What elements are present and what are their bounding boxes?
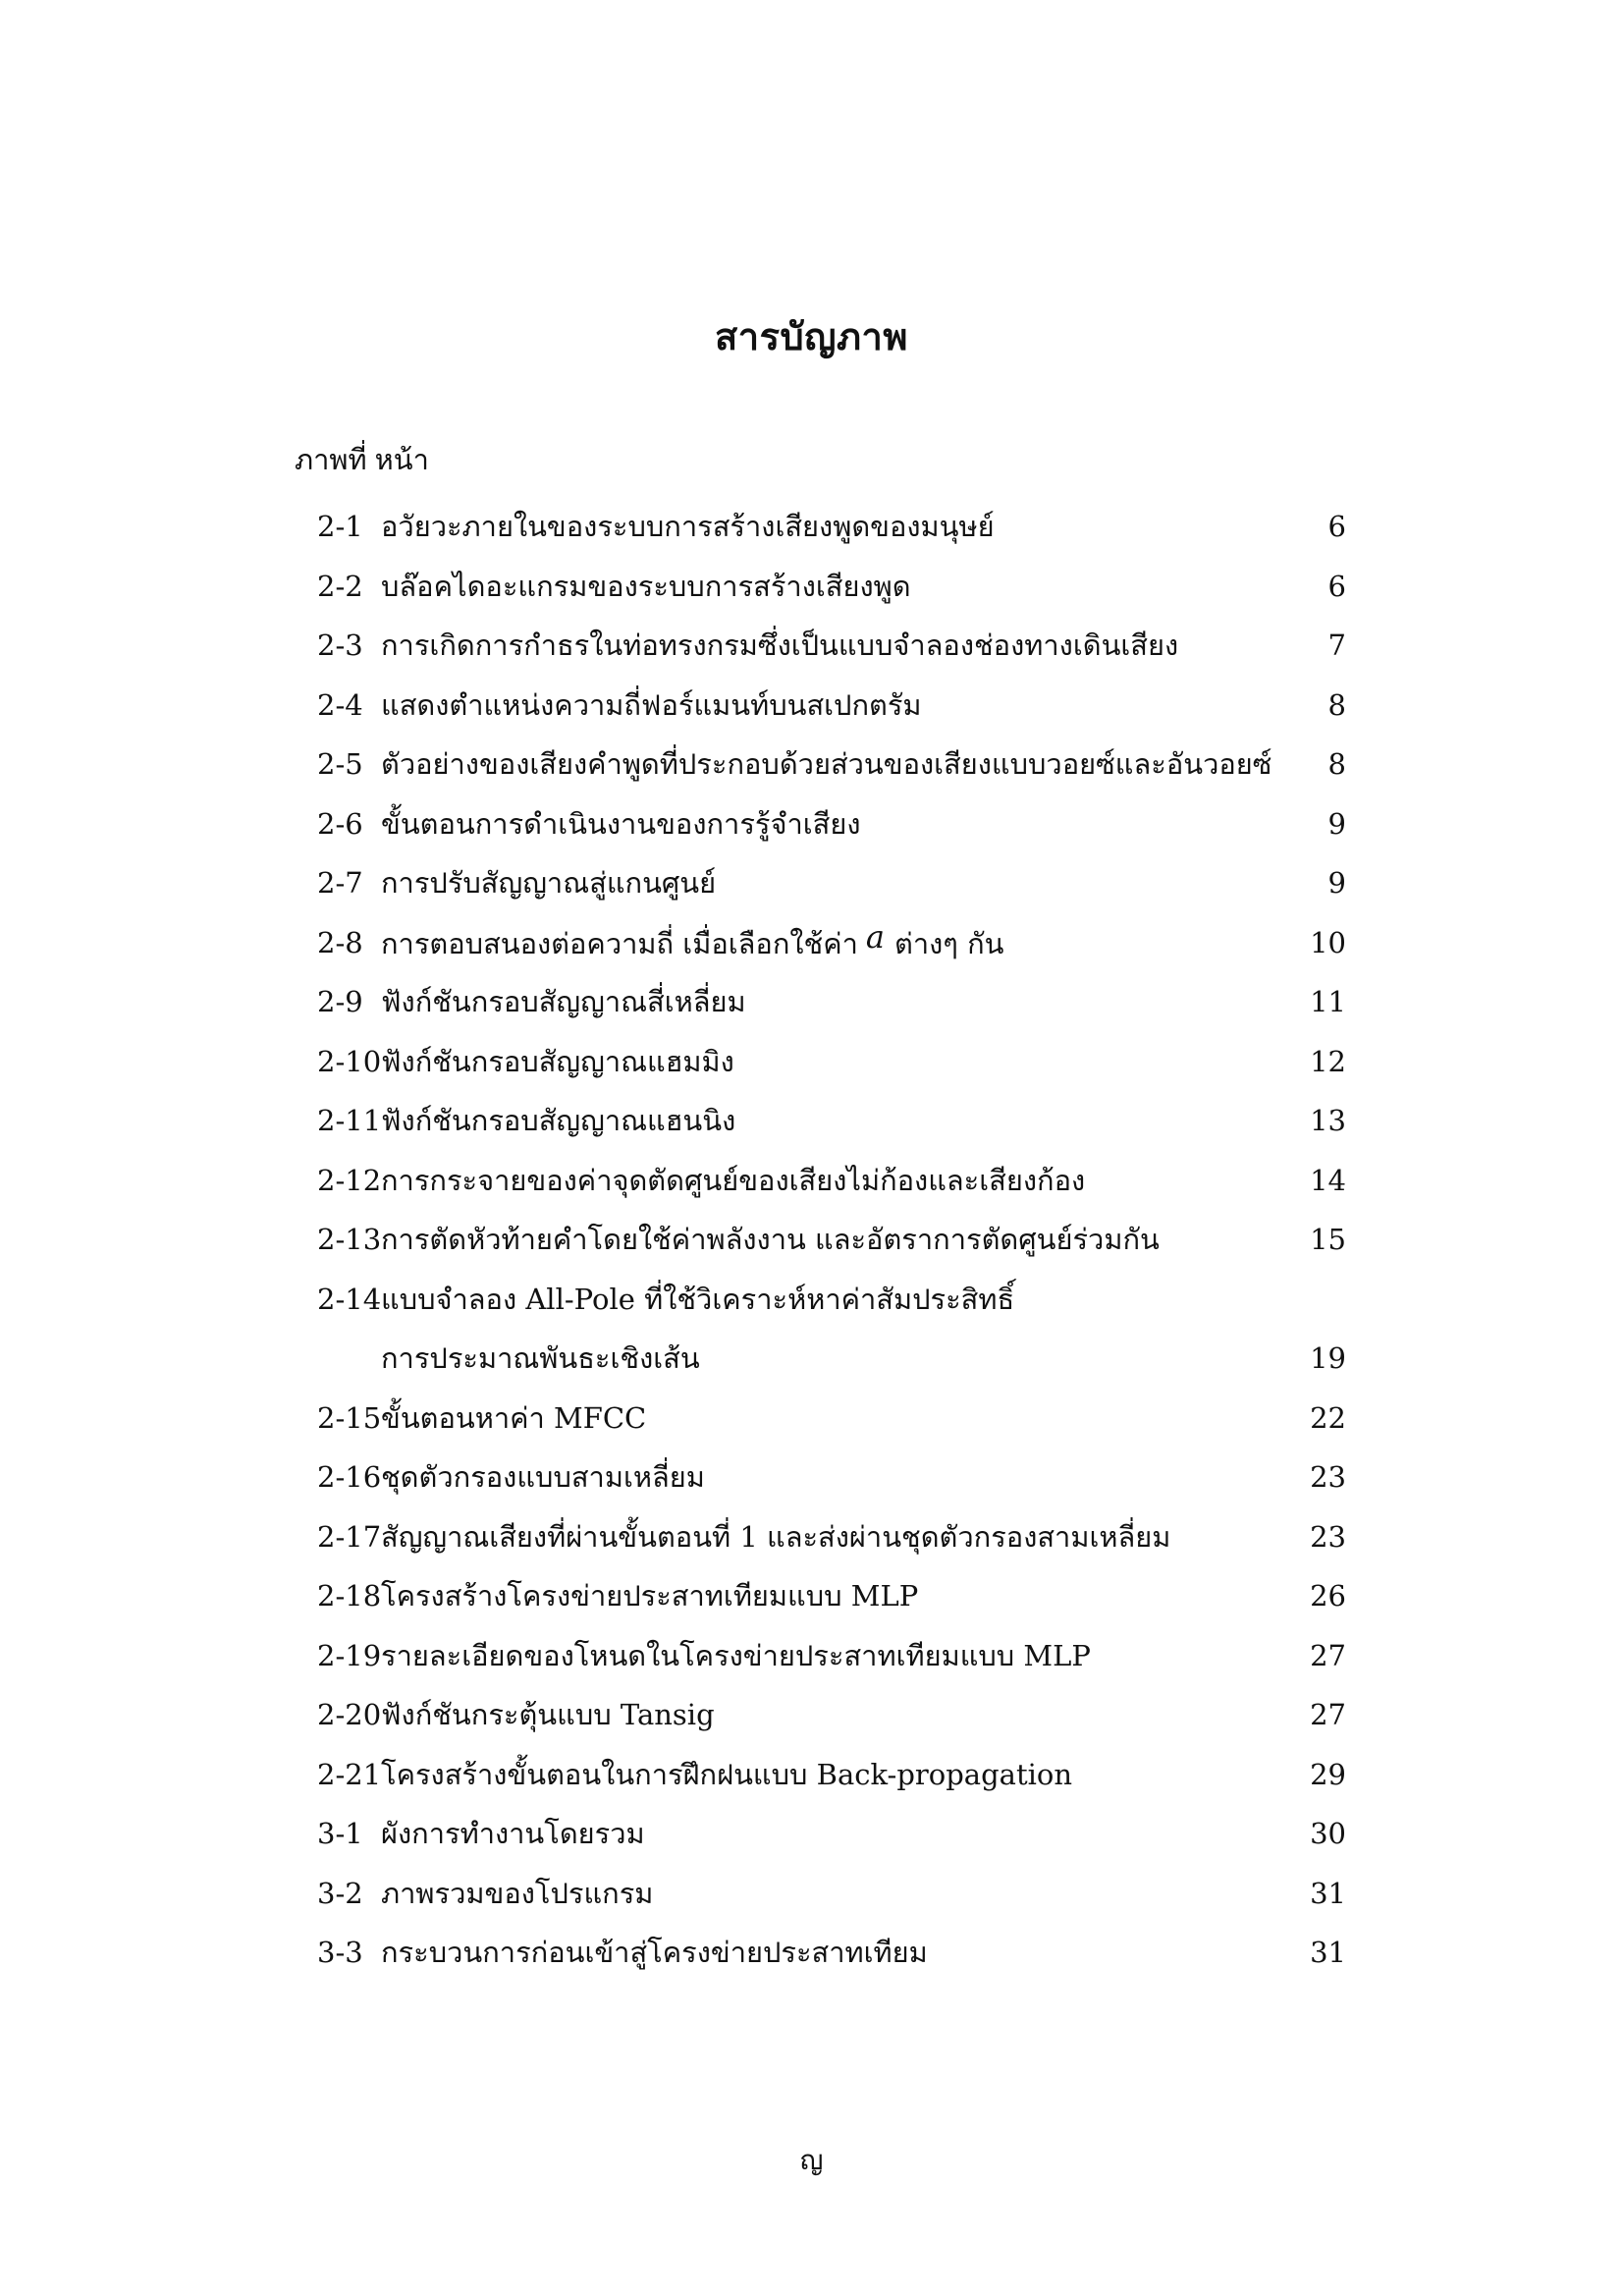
list-item: [0, 1685, 1623, 1745]
figure-title: บล๊อคไดอะแกรมของระบบการสร้างเสียงพูด: [381, 569, 911, 603]
page-number-ref: 15: [1310, 1223, 1346, 1256]
page-number-ref: 8: [1327, 687, 1346, 722]
figure-title: ตัวอย่างของเสียงคำพูดที่ประกอบด้วยส่วนของเสียงแบบวอยซ์และอันวอยซ์: [381, 747, 1272, 781]
figure-number: 2-3: [317, 629, 363, 662]
page-number: ญ: [799, 2144, 824, 2176]
figure-number: 3-3: [317, 1936, 363, 1969]
page-number-ref: 29: [1310, 1757, 1346, 1791]
list-item: [0, 1566, 1623, 1626]
figure-number: 2-12: [317, 1163, 382, 1197]
list-item: [0, 1507, 1623, 1567]
figure-title: อวัยวะภายในของระบบการสร้างเสียงพูดของมนุษย์: [381, 510, 995, 543]
figure-number: 2-16: [317, 1460, 382, 1494]
figure-number: 2-6: [317, 806, 363, 841]
page-number-ref: 11: [1310, 985, 1346, 1018]
figure-number: 2-15: [317, 1400, 382, 1435]
figure-number: 2-4: [317, 687, 363, 722]
figure-number: 2-19: [317, 1638, 382, 1672]
page-number-ref: 9: [1327, 806, 1346, 841]
figure-title-after: ต่างๆ กัน: [894, 926, 1004, 960]
figure-number: 2-17: [317, 1519, 382, 1554]
figure-title: ขั้นตอนหาค่า MFCC: [381, 1400, 647, 1435]
figure-title: ชุดตัวกรองแบบสามเหลี่ยม: [381, 1460, 705, 1494]
page-number-ref: 27: [1310, 1698, 1346, 1731]
list-item: [0, 1270, 1623, 1330]
figure-title: แสดงตำแหน่งความถี่ฟอร์แมนท์บนสเปกตรัม: [381, 687, 922, 722]
list-item: [0, 853, 1623, 913]
page-number-ref: 30: [1310, 1817, 1346, 1850]
figure-title: ขั้นตอนการดำเนินงานของการรู้จำเสียง: [381, 806, 861, 841]
list-item: [0, 913, 1623, 973]
figure-title: โครงสร้างโครงข่ายประสาทเทียมแบบ MLP: [381, 1579, 919, 1613]
figure-number: 2-2: [317, 569, 363, 603]
figure-number: 2-5: [317, 747, 363, 781]
figure-title: การปรับสัญญาณสู่แกนศูนย์: [381, 866, 717, 900]
figure-title: กระบวนการก่อนเข้าสู่โครงข่ายประสาทเทียม: [381, 1936, 928, 1969]
figure-title: การตัดหัวท้ายคำโดยใช้ค่าพลังงาน และอัตราการตัดศูนย์ร่วมกัน: [381, 1223, 1160, 1256]
figure-title: การประมาณพันธะเชิงเส้น: [381, 1341, 700, 1375]
figure-column-label: ภาพที่: [295, 443, 367, 476]
figure-number: 2-13: [317, 1223, 382, 1256]
list-item: [0, 676, 1623, 736]
list-item: [0, 497, 1623, 557]
figure-number: 3-1: [317, 1817, 363, 1850]
page-title: สารบัญภาพ: [715, 314, 908, 358]
list-item: [0, 1864, 1623, 1924]
figure-number: 2-20: [317, 1698, 382, 1731]
page-number-ref: 8: [1327, 747, 1346, 781]
page-number-ref: 26: [1310, 1579, 1346, 1613]
list-item: [0, 1210, 1623, 1270]
figure-title: โครงสร้างขั้นตอนในการฝึกฝนแบบ Back-propagation: [381, 1757, 1073, 1791]
figure-list: [0, 497, 1623, 1983]
page-number-ref: 9: [1327, 866, 1346, 900]
figure-number: 2-7: [317, 866, 363, 900]
list-item: [0, 794, 1623, 854]
figure-title: ฟังก์ชันกระตุ้นแบบ Tansig: [381, 1698, 715, 1731]
list-item: [0, 1804, 1623, 1864]
page-number-ref: 10: [1310, 925, 1346, 959]
page-column-label: หน้า: [374, 443, 429, 476]
figure-title: ผังการทำงานโดยรวม: [381, 1817, 645, 1850]
page-number-ref: 12: [1310, 1044, 1346, 1078]
figure-title: การเกิดการกำธรในท่อทรงกรมซึ่งเป็นแบบจำลองช่องทางเดินเสียง: [381, 629, 1179, 662]
list-item: [0, 1151, 1623, 1211]
page-number-ref: 13: [1310, 1104, 1346, 1137]
page-number-ref: 22: [1310, 1400, 1346, 1435]
figure-number: 2-21: [317, 1757, 382, 1791]
page-number-ref: 23: [1310, 1460, 1346, 1494]
list-item: [0, 1091, 1623, 1151]
list-item: [0, 557, 1623, 617]
list-item: [0, 1745, 1623, 1805]
page-number-ref: 19: [1310, 1341, 1346, 1375]
figure-title: ภาพรวมของโปรแกรม: [381, 1876, 654, 1910]
page-number-ref: 31: [1310, 1936, 1346, 1969]
math-symbol: a: [865, 917, 885, 956]
list-item: [0, 1389, 1623, 1449]
page-number-ref: 27: [1310, 1638, 1346, 1672]
figure-title: ฟังก์ชันกรอบสัญญาณแฮมมิง: [381, 1044, 734, 1078]
figure-number: 2-8: [317, 925, 363, 959]
list-item: [0, 1923, 1623, 1983]
list-item: [0, 1448, 1623, 1507]
page-number-ref: 6: [1327, 569, 1346, 603]
figure-number: 2-9: [317, 985, 363, 1018]
list-item: [0, 616, 1623, 676]
page-number-ref: 7: [1327, 629, 1346, 662]
figure-title: ฟังก์ชันกรอบสัญญาณสี่เหลี่ยม: [381, 985, 746, 1018]
figure-title-before: การตอบสนองต่อความถี่ เมื่อเลือกใช้ค่า: [381, 926, 858, 960]
list-item: [0, 1626, 1623, 1686]
figure-title: ฟังก์ชันกรอบสัญญาณแฮนนิง: [381, 1104, 736, 1137]
figure-title: รายละเอียดของโหนดในโครงข่ายประสาทเทียมแบบ MLP: [381, 1638, 1091, 1672]
page-number-ref: 31: [1310, 1876, 1346, 1910]
figure-number: 2-18: [317, 1579, 382, 1613]
figure-number: 3-2: [317, 1876, 363, 1910]
page-number-ref: 14: [1310, 1163, 1346, 1197]
column-header: [295, 438, 429, 481]
figure-number: 2-11: [317, 1104, 382, 1137]
list-item: [0, 735, 1623, 794]
figure-number: 2-10: [317, 1044, 382, 1078]
figure-title: [381, 913, 1003, 974]
page-number-ref: 6: [1327, 510, 1346, 543]
figure-title: แบบจำลอง All-Pole ที่ใช้วิเคราะห์หาค่าสัมประสิทธิ์: [381, 1282, 1015, 1316]
page-number-ref: 23: [1310, 1519, 1346, 1554]
figure-number: 2-14: [317, 1282, 382, 1316]
list-item: [0, 1032, 1623, 1092]
list-item: [0, 972, 1623, 1032]
figure-title: การกระจายของค่าจุดตัดศูนย์ของเสียงไม่ก้องและเสียงก้อง: [381, 1163, 1086, 1197]
figure-title: สัญญาณเสียงที่ผ่านขั้นตอนที่ 1 และส่งผ่านชุดตัวกรองสามเหลี่ยม: [381, 1519, 1171, 1554]
figure-number: 2-1: [317, 510, 363, 543]
list-item: [0, 1329, 1623, 1389]
